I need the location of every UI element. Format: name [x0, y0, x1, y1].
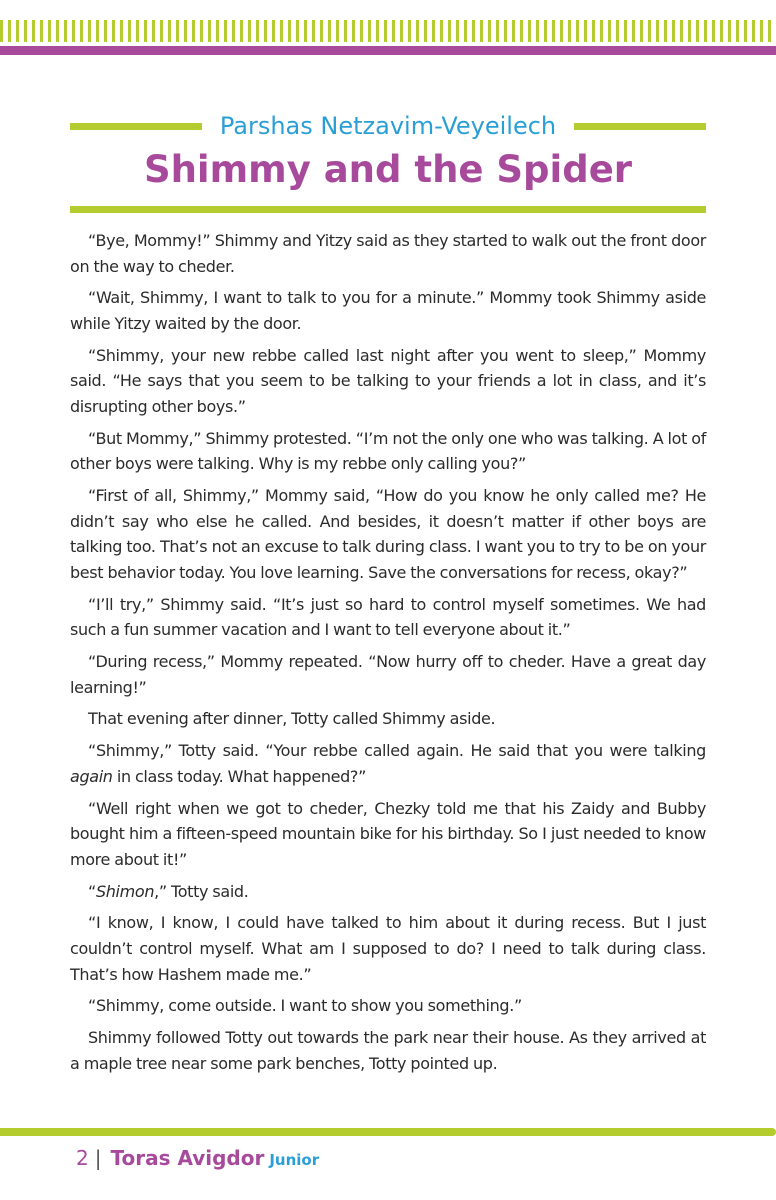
- paragraph-text: “Bye, Mommy!” Shimmy and Yitzy said as they started to walk out the front door on the way to cheder.: [70, 231, 706, 276]
- paragraph-text: Shimmy followed Totty out towards the park near their house. As they arrived at a maple tree near some park benches, Totty pointed up.: [70, 1028, 706, 1073]
- emphasized-word: Shimon: [95, 881, 155, 901]
- footer-color-bar: [0, 1128, 776, 1136]
- story-paragraph: [70, 738, 706, 789]
- paragraph-text: “Shimmy, your new rebbe called last night after you went to sleep,” Mommy said. “He says that you seem to be talking to your friends a lot in class, and it’s disrupting other boys.”: [70, 345, 706, 416]
- brand-subtitle: Junior: [269, 1151, 320, 1169]
- story-paragraph: [70, 796, 706, 873]
- paragraph-text: “: [88, 881, 96, 901]
- paragraph-text: “But Mommy,” Shimmy protested. “I’m not the only one who was talking. A lot of other boys were talking. Why is my rebbe only calling you?”: [70, 428, 706, 474]
- story-text: [70, 228, 706, 1082]
- paragraph-text: “Shimmy,” Totty said. “Your rebbe called again. He said that you were talking: [88, 741, 706, 761]
- story-paragraph: [70, 879, 706, 905]
- story-paragraph: [70, 285, 706, 336]
- emphasized-word: again: [70, 766, 113, 786]
- story-paragraph: [70, 592, 706, 643]
- paragraph-text-continued: ,” Totty said.: [154, 881, 249, 901]
- story-paragraph: [70, 1025, 706, 1076]
- story-title: Shimmy and the Spider: [143, 148, 633, 191]
- title-underline: [70, 206, 706, 213]
- page-number: 2: [76, 1146, 89, 1170]
- paragraph-text: “First of all, Shimmy,” Mommy said, “How do you know he only called me? He didn’t say who else he called. And besides, it doesn’t matter if other boys are talking too. That’s not an excuse to talk during class. I want you to try to be on your best behavior today. You love learning. Save the conversations for recess, okay?”: [70, 486, 706, 582]
- decorative-tick-strip: [0, 20, 776, 42]
- paragraph-text: “During recess,” Mommy repeated. “Now hurry off to cheder. Have a great day learning!”: [70, 652, 706, 697]
- paragraph-text: “Wait, Shimmy, I want to talk to you for a minute.” Mommy took Shimmy aside while Yitzy waited by the door.: [70, 288, 706, 333]
- story-paragraph: [70, 706, 706, 732]
- brand-name: Toras Avigdor: [110, 1146, 265, 1170]
- subtitle-row: [70, 108, 706, 144]
- footer-separator: |: [94, 1146, 102, 1170]
- paragraph-text: “I know, I know, I could have talked to him about it during recess. But I just couldn’t control myself. What am I supposed to do? I need to talk during class. That’s how Hashem made me.”: [70, 913, 706, 984]
- paragraph-text: “I’ll try,” Shimmy said. “It’s just so hard to control myself sometimes. We had such a fun summer vacation and I want to tell everyone about it.”: [70, 594, 706, 640]
- story-paragraph: [70, 343, 706, 420]
- paragraph-text: That evening after dinner, Totty called Shimmy aside.: [88, 709, 496, 729]
- paragraph-text: “Shimmy, come outside. I want to show you something.”: [88, 996, 522, 1016]
- story-paragraph: [70, 426, 706, 477]
- parsha-subtitle: Parshas Netzavim-Veyeilech: [219, 112, 557, 140]
- subtitle-rule-right: [574, 123, 706, 130]
- story-paragraph: [70, 993, 706, 1019]
- story-paragraph: [70, 483, 706, 585]
- header-color-bar: [0, 46, 776, 55]
- subtitle-rule-left: [70, 123, 202, 130]
- story-paragraph: [70, 910, 706, 987]
- paragraph-text-continued: in class today. What happened?”: [112, 766, 367, 786]
- paragraph-text: “Well right when we got to cheder, Chezky told me that his Zaidy and Bubby bought him a fifteen-speed mountain bike for his birthday. So I just needed to know more about it!”: [70, 798, 706, 869]
- title-block: [70, 108, 706, 213]
- story-paragraph: [70, 649, 706, 700]
- page-footer: [76, 1146, 319, 1176]
- story-paragraph: [70, 228, 706, 279]
